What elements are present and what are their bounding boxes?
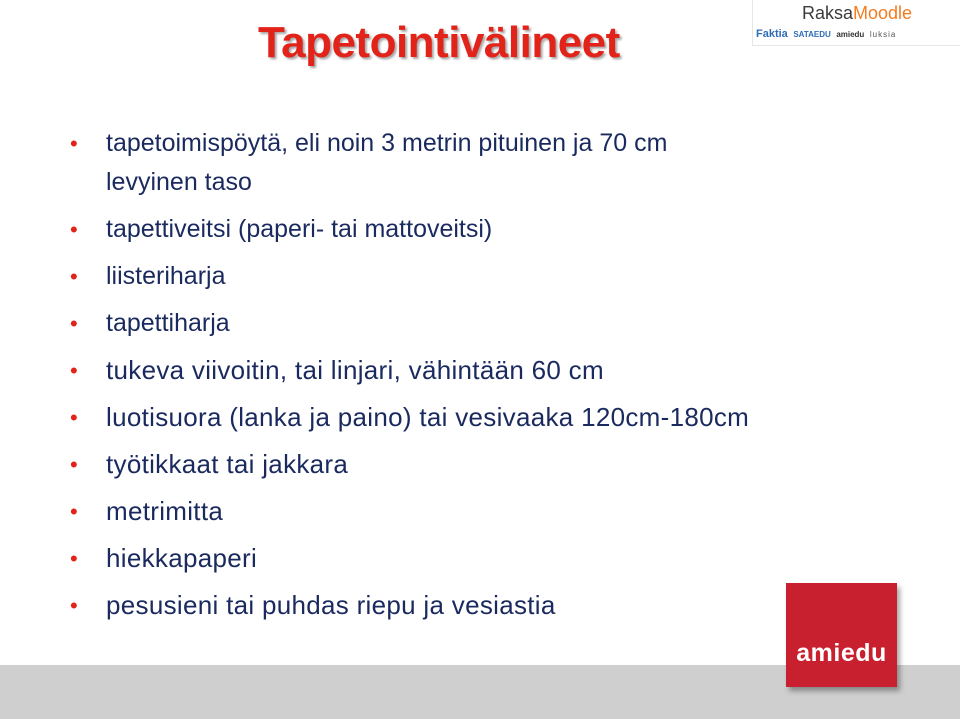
list-item (70, 124, 900, 202)
list-item-text: hiekkapaperi (106, 543, 258, 573)
raksamoodle-wordmark (753, 3, 960, 24)
list-item (70, 492, 900, 531)
list-item-text: tapettiveitsi (paperi- tai mattoveitsi) (106, 215, 493, 243)
list-item (70, 445, 900, 484)
list-item-text: tapetoimispöytä, eli noin 3 metrin pituinen ja 70 cm (106, 129, 668, 157)
list-item-text: tapettiharja (106, 309, 230, 337)
list-item (70, 351, 900, 390)
bullet-list (70, 124, 900, 633)
bullet-icon: • (70, 217, 78, 242)
list-item-text: liisteriharja (106, 262, 226, 290)
bullet-icon: • (70, 593, 79, 618)
list-item (70, 210, 900, 249)
list-item (70, 398, 900, 437)
bullet-icon: • (70, 405, 79, 430)
list-item-text: työtikkaat tai jakkara (106, 449, 349, 479)
partner-sataedu: SATAEDU (793, 30, 831, 39)
list-item-text-continued: levyinen taso (106, 168, 252, 196)
bullet-icon: • (70, 452, 79, 477)
partner-amiedu: amiedu (836, 30, 865, 39)
list-item (70, 257, 900, 296)
partner-faktia: Faktia (756, 28, 788, 40)
bullet-icon: • (70, 311, 78, 336)
raksa-text: Raksa (801, 3, 853, 23)
bullet-icon: • (70, 131, 78, 156)
slide-title: Tapetointivälineet (258, 18, 620, 67)
bullet-icon: • (70, 499, 79, 524)
list-item (70, 539, 900, 578)
list-item (70, 586, 900, 625)
partner-logos (756, 28, 958, 42)
raksamoodle-partner-logo (752, 0, 960, 46)
list-item (70, 304, 900, 343)
moodle-text: Moodle (852, 3, 913, 23)
list-item-text: metrimitta (106, 496, 224, 526)
list-item-text: tukeva viivoitin, tai linjari, vähintään 60 cm (106, 355, 604, 385)
amiedu-logo (786, 583, 897, 687)
partner-luksia: luksia (869, 30, 897, 39)
bullet-icon: • (70, 264, 78, 289)
list-item-text: luotisuora (lanka ja paino) tai vesivaaka 120cm-180cm (106, 402, 750, 432)
amiedu-logo-text: amiedu (796, 639, 887, 667)
bullet-icon: • (70, 546, 79, 571)
bullet-icon: • (70, 358, 79, 383)
list-item-text: pesusieni tai puhdas riepu ja vesiastia (106, 590, 556, 620)
